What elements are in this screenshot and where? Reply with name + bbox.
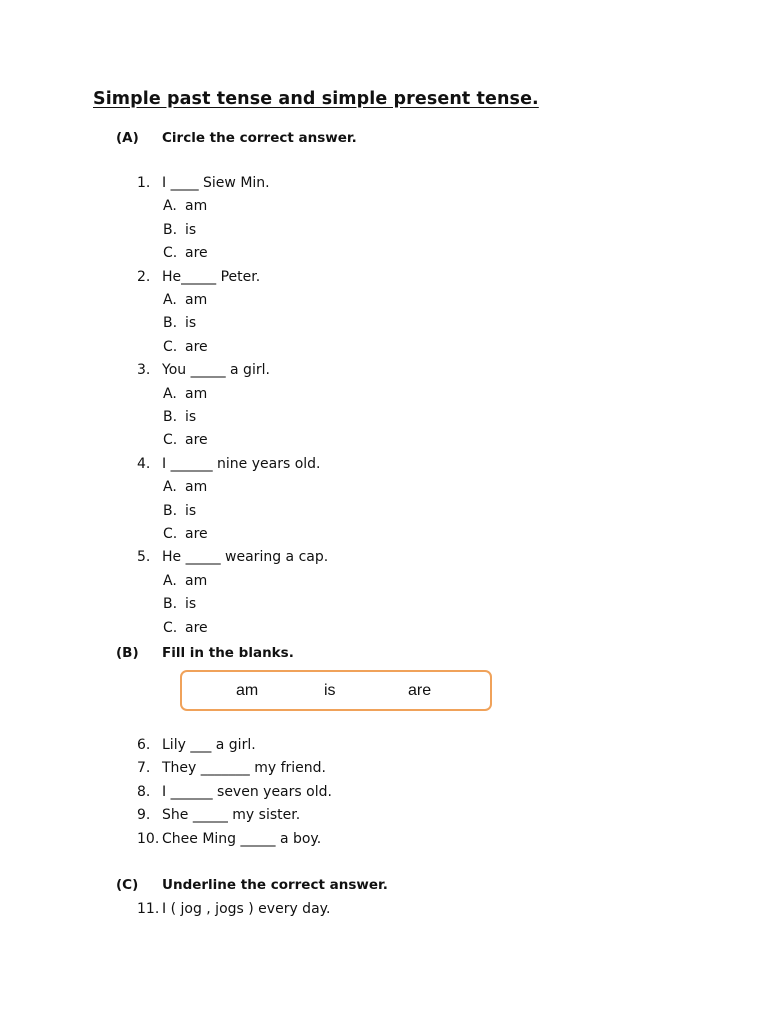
- question-number: 4.: [137, 455, 151, 472]
- question-number: 6.: [137, 737, 151, 753]
- question-number: 5.: [137, 549, 151, 566]
- answer-option: [163, 573, 207, 589]
- word-bank-box: [180, 670, 492, 711]
- question-8: [137, 784, 332, 800]
- option-text: am: [185, 385, 208, 402]
- answer-option: [163, 620, 208, 636]
- option-letter: B.: [163, 596, 178, 613]
- option-text: are: [185, 619, 208, 636]
- answer-option: [163, 479, 207, 495]
- word-bank-word: is: [324, 682, 336, 699]
- option-letter: B.: [163, 409, 178, 425]
- question-text: They _______ my friend.: [162, 760, 326, 777]
- section-instruction: Underline the correct answer.: [162, 877, 388, 893]
- question-number: 8.: [137, 783, 151, 800]
- question-10: [137, 831, 321, 847]
- question-number: 10.: [137, 830, 160, 847]
- answer-option: [163, 526, 208, 542]
- option-text: is: [185, 315, 197, 332]
- answer-option: [163, 222, 196, 238]
- question-number: 11.: [137, 901, 160, 917]
- question-4: [137, 456, 321, 472]
- option-letter: A.: [163, 198, 177, 215]
- section-label: (B): [116, 645, 139, 661]
- section-label: (C): [116, 877, 139, 893]
- option-text: are: [185, 526, 208, 542]
- option-text: is: [185, 221, 197, 238]
- question-1: [137, 175, 270, 191]
- question-text: You _____ a girl.: [162, 362, 270, 379]
- option-text: are: [185, 432, 208, 449]
- question-7: [137, 760, 326, 776]
- answer-option: [163, 315, 196, 331]
- option-letter: C.: [163, 338, 178, 355]
- question-text: I ______ nine years old.: [162, 455, 321, 472]
- question-5: [137, 549, 328, 565]
- option-text: am: [185, 198, 208, 215]
- option-letter: A.: [163, 572, 177, 589]
- question-text: Lily ___ a girl.: [162, 737, 256, 753]
- option-letter: A.: [163, 479, 177, 496]
- question-text: Chee Ming _____ a boy.: [162, 830, 322, 847]
- question-text: I ____ Siew Min.: [162, 175, 270, 191]
- question-text: He _____ wearing a cap.: [162, 549, 329, 566]
- option-letter: B.: [163, 502, 178, 519]
- option-letter: B.: [163, 221, 178, 238]
- section-instruction: Circle the correct answer.: [162, 130, 357, 146]
- option-letter: B.: [163, 315, 178, 332]
- question-number: 7.: [137, 760, 151, 777]
- option-letter: C.: [163, 245, 178, 262]
- question-number: 1.: [137, 175, 151, 191]
- word-bank-word: are: [408, 682, 432, 699]
- option-text: is: [185, 596, 197, 613]
- answer-option: [163, 409, 196, 425]
- option-text: is: [185, 502, 197, 519]
- answer-option: [163, 386, 207, 402]
- option-letter: C.: [163, 526, 178, 542]
- answer-option: [163, 596, 196, 612]
- question-11: [137, 901, 330, 917]
- option-text: are: [185, 338, 208, 355]
- section-b-heading: [116, 645, 294, 661]
- answer-option: [163, 198, 207, 214]
- option-letter: A.: [163, 385, 177, 402]
- word-bank-word: am: [236, 682, 259, 699]
- question-text: He_____ Peter.: [162, 268, 261, 285]
- section-instruction: Fill in the blanks.: [162, 645, 294, 661]
- section-a-heading: [116, 130, 357, 146]
- question-9: [137, 807, 300, 823]
- option-text: am: [185, 479, 208, 496]
- question-2: [137, 269, 260, 285]
- option-text: are: [185, 245, 208, 262]
- section-c-heading: [116, 877, 388, 893]
- option-text: is: [185, 409, 197, 425]
- question-number: 3.: [137, 362, 151, 379]
- question-6: [137, 737, 256, 753]
- option-text: am: [185, 292, 208, 308]
- option-letter: C.: [163, 432, 178, 449]
- question-number: 2.: [137, 268, 151, 285]
- option-letter: C.: [163, 619, 178, 636]
- section-label: (A): [116, 130, 139, 146]
- question-text: She _____ my sister.: [162, 807, 301, 824]
- option-text: am: [185, 572, 208, 589]
- question-number: 9.: [137, 807, 151, 824]
- question-text: I ______ seven years old.: [162, 783, 332, 800]
- question-3: [137, 362, 270, 378]
- answer-option: [163, 503, 196, 519]
- answer-option: [163, 245, 208, 261]
- answer-option: [163, 432, 208, 448]
- answer-option: [163, 292, 207, 308]
- option-letter: A.: [163, 292, 177, 308]
- answer-option: [163, 339, 208, 355]
- worksheet-title: Simple past tense and simple present tense.: [93, 89, 539, 109]
- question-text: I ( jog , jogs ) every day.: [162, 901, 331, 917]
